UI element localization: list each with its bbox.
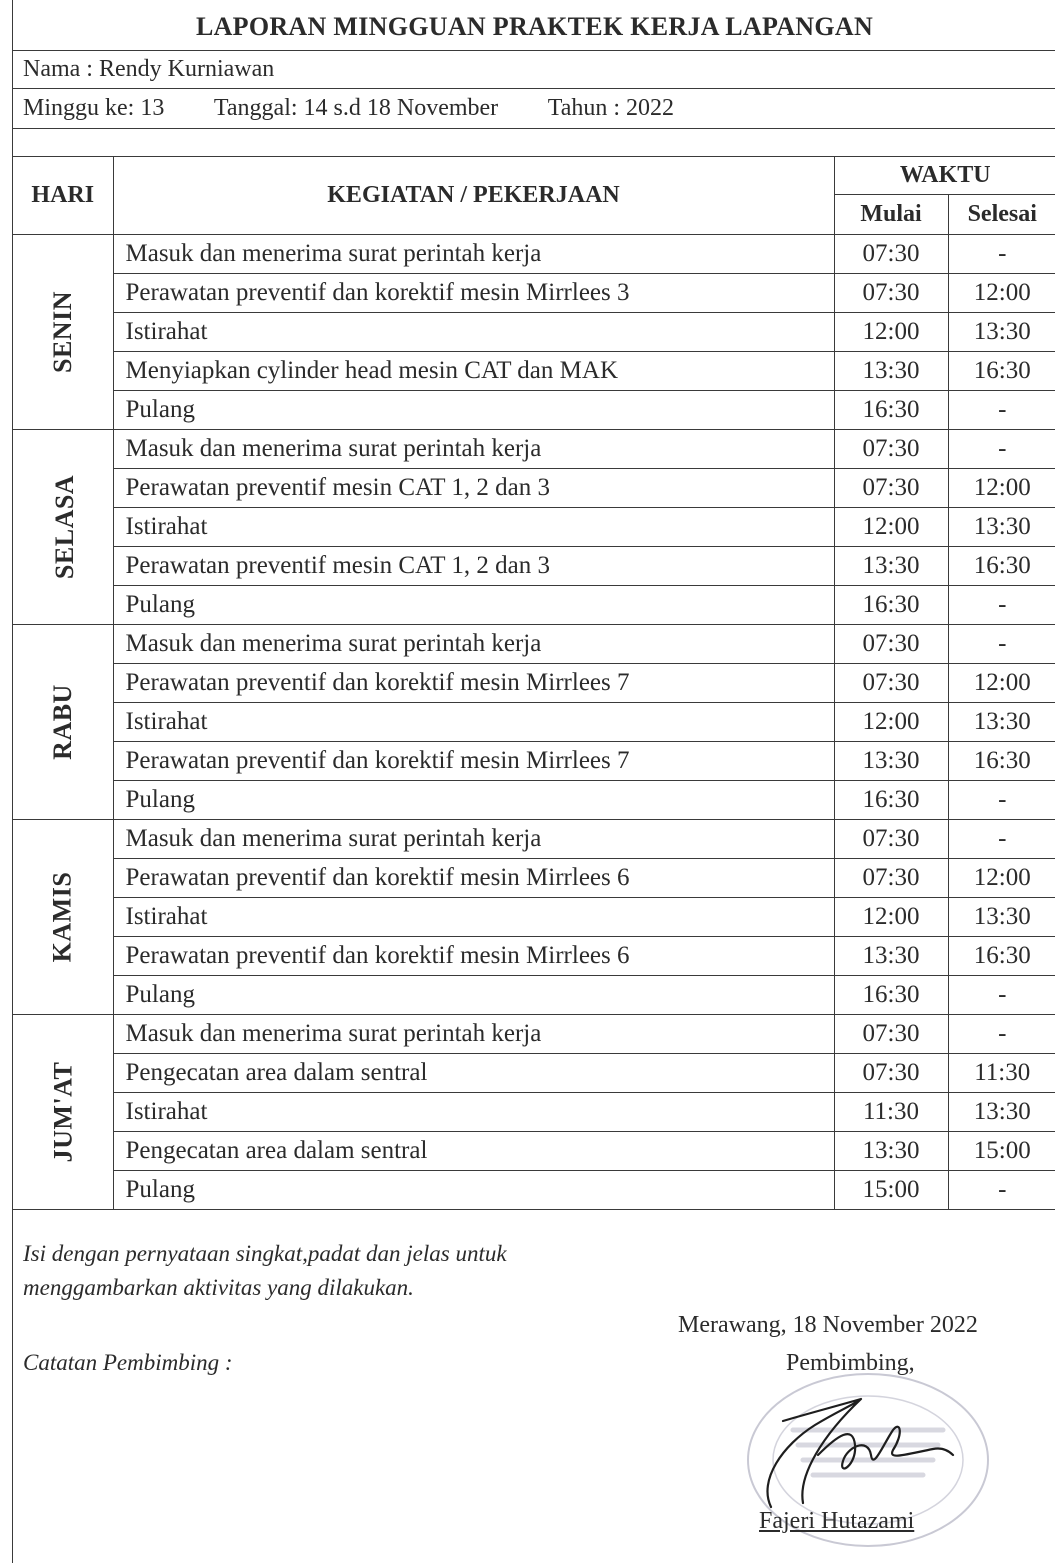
end-time-cell: - — [948, 1015, 1055, 1054]
activity-cell: Masuk dan menerima surat perintah kerja — [113, 430, 834, 469]
start-time-cell: 12:00 — [834, 703, 948, 742]
start-time-cell: 07:30 — [834, 625, 948, 664]
start-time-cell: 15:00 — [834, 1171, 948, 1210]
table-row — [13, 274, 1055, 313]
activity-cell: Pengecatan area dalam sentral — [113, 1054, 834, 1093]
activity-cell: Pulang — [113, 976, 834, 1015]
end-time-cell: 13:30 — [948, 508, 1055, 547]
report-year: Tahun : 2022 — [547, 95, 675, 121]
activity-cell: Perawatan preventif mesin CAT 1, 2 dan 3 — [113, 469, 834, 508]
activity-cell: Pulang — [113, 586, 834, 625]
date-range: Tanggal: 14 s.d 18 November — [213, 95, 499, 121]
end-time-cell: - — [948, 235, 1055, 274]
table-row — [13, 1093, 1055, 1132]
activity-cell: Istirahat — [113, 898, 834, 937]
supervisor-notes-label: Catatan Pembimbing : — [23, 1350, 233, 1375]
end-time-cell: - — [948, 781, 1055, 820]
header-waktu: WAKTU — [834, 157, 1055, 195]
header-kegiatan: KEGIATAN / PEKERJAAN — [113, 157, 834, 235]
activity-cell: Pengecatan area dalam sentral — [113, 1132, 834, 1171]
end-time-cell: 15:00 — [948, 1132, 1055, 1171]
end-time-cell: 12:00 — [948, 469, 1055, 508]
start-time-cell: 16:30 — [834, 586, 948, 625]
end-time-cell: - — [948, 430, 1055, 469]
activity-cell: Istirahat — [113, 703, 834, 742]
week-number: Minggu ke: 13 — [23, 95, 165, 121]
table-row — [13, 820, 1055, 859]
start-time-cell: 07:30 — [834, 859, 948, 898]
table-row — [13, 1054, 1055, 1093]
table-row — [13, 430, 1055, 469]
instruction-note — [23, 1237, 507, 1305]
table-row — [13, 235, 1055, 274]
start-time-cell: 13:30 — [834, 742, 948, 781]
day-cell — [13, 1015, 113, 1210]
report-title: LAPORAN MINGGUAN PRAKTEK KERJA LAPANGAN — [13, 0, 1055, 51]
table-row — [13, 781, 1055, 820]
activity-cell: Masuk dan menerima surat perintah kerja — [113, 235, 834, 274]
end-time-cell: - — [948, 625, 1055, 664]
signature-icon — [743, 1385, 963, 1515]
activity-cell: Perawatan preventif dan korektif mesin Mirrlees 3 — [113, 274, 834, 313]
day-label: SELASA — [50, 474, 80, 580]
end-time-cell: 13:30 — [948, 1093, 1055, 1132]
activity-table — [13, 156, 1055, 1210]
day-cell — [13, 625, 113, 820]
activity-cell: Masuk dan menerima surat perintah kerja — [113, 625, 834, 664]
start-time-cell: 12:00 — [834, 508, 948, 547]
start-time-cell: 16:30 — [834, 976, 948, 1015]
student-name-text: Nama : Rendy Kurniawan — [23, 56, 275, 82]
end-time-cell: 12:00 — [948, 274, 1055, 313]
end-time-cell: 13:30 — [948, 313, 1055, 352]
start-time-cell: 07:30 — [834, 1015, 948, 1054]
table-row — [13, 1132, 1055, 1171]
activity-cell: Istirahat — [113, 1093, 834, 1132]
end-time-cell: - — [948, 586, 1055, 625]
start-time-cell: 13:30 — [834, 352, 948, 391]
signer-name: Fajeri Hutazami — [759, 1508, 915, 1534]
table-row — [13, 742, 1055, 781]
end-time-cell: 11:30 — [948, 1054, 1055, 1093]
supervisor-role: Pembimbing, — [786, 1350, 915, 1376]
start-time-cell: 12:00 — [834, 898, 948, 937]
table-row — [13, 1171, 1055, 1210]
start-time-cell: 07:30 — [834, 469, 948, 508]
start-time-cell: 12:00 — [834, 313, 948, 352]
day-cell — [13, 820, 113, 1015]
table-row — [13, 703, 1055, 742]
table-row — [13, 937, 1055, 976]
header-selesai: Selesai — [948, 195, 1055, 235]
day-label: KAMIS — [47, 871, 77, 963]
table-row — [13, 508, 1055, 547]
day-label: RABU — [47, 684, 77, 760]
header-hari: HARI — [13, 157, 113, 235]
activity-cell: Perawatan preventif dan korektif mesin Mirrlees 6 — [113, 859, 834, 898]
start-time-cell: 13:30 — [834, 1132, 948, 1171]
activity-cell: Pulang — [113, 781, 834, 820]
weekly-report-form — [12, 0, 1055, 1563]
end-time-cell: 16:30 — [948, 742, 1055, 781]
start-time-cell: 16:30 — [834, 781, 948, 820]
end-time-cell: 16:30 — [948, 352, 1055, 391]
note-line-1: Isi dengan pernyataan singkat,padat dan jelas untuk — [23, 1241, 507, 1266]
activity-cell: Pulang — [113, 391, 834, 430]
end-time-cell: 16:30 — [948, 937, 1055, 976]
start-time-cell: 07:30 — [834, 664, 948, 703]
table-row — [13, 1015, 1055, 1054]
table-row — [13, 586, 1055, 625]
end-time-cell: - — [948, 976, 1055, 1015]
end-time-cell: 13:30 — [948, 898, 1055, 937]
start-time-cell: 16:30 — [834, 391, 948, 430]
day-label: SENIN — [47, 291, 77, 373]
end-time-cell: - — [948, 391, 1055, 430]
table-row — [13, 664, 1055, 703]
start-time-cell: 07:30 — [834, 235, 948, 274]
table-row — [13, 469, 1055, 508]
activity-cell: Perawatan preventif dan korektif mesin Mirrlees 7 — [113, 664, 834, 703]
student-name — [13, 51, 1055, 89]
start-time-cell: 07:30 — [834, 1054, 948, 1093]
table-row — [13, 313, 1055, 352]
activity-cell: Pulang — [113, 1171, 834, 1210]
table-row — [13, 625, 1055, 664]
place-date: Merawang, 18 November 2022 — [678, 1312, 978, 1338]
start-time-cell: 07:30 — [834, 820, 948, 859]
end-time-cell: 12:00 — [948, 664, 1055, 703]
day-label: JUM'AT — [48, 1061, 78, 1163]
end-time-cell: 13:30 — [948, 703, 1055, 742]
end-time-cell: 16:30 — [948, 547, 1055, 586]
day-cell — [13, 430, 113, 625]
start-time-cell: 13:30 — [834, 937, 948, 976]
table-row — [13, 547, 1055, 586]
start-time-cell: 07:30 — [834, 274, 948, 313]
end-time-cell: 12:00 — [948, 859, 1055, 898]
activity-cell: Menyiapkan cylinder head mesin CAT dan MAK — [113, 352, 834, 391]
end-time-cell: - — [948, 1171, 1055, 1210]
start-time-cell: 13:30 — [834, 547, 948, 586]
day-cell — [13, 235, 113, 430]
end-time-cell: - — [948, 820, 1055, 859]
start-time-cell: 11:30 — [834, 1093, 948, 1132]
note-line-2: menggambarkan aktivitas yang dilakukan. — [23, 1275, 414, 1300]
activity-cell: Masuk dan menerima surat perintah kerja — [113, 820, 834, 859]
table-row — [13, 391, 1055, 430]
activity-cell: Perawatan preventif dan korektif mesin Mirrlees 7 — [113, 742, 834, 781]
table-row — [13, 976, 1055, 1015]
activity-cell: Perawatan preventif dan korektif mesin Mirrlees 6 — [113, 937, 834, 976]
activity-cell: Istirahat — [113, 313, 834, 352]
activity-cell: Perawatan preventif mesin CAT 1, 2 dan 3 — [113, 547, 834, 586]
table-row — [13, 352, 1055, 391]
table-row — [13, 898, 1055, 937]
activity-cell: Istirahat — [113, 508, 834, 547]
table-row — [13, 859, 1055, 898]
start-time-cell: 07:30 — [834, 430, 948, 469]
header-mulai: Mulai — [834, 195, 948, 235]
activity-cell: Masuk dan menerima surat perintah kerja — [113, 1015, 834, 1054]
week-info — [13, 90, 1055, 129]
